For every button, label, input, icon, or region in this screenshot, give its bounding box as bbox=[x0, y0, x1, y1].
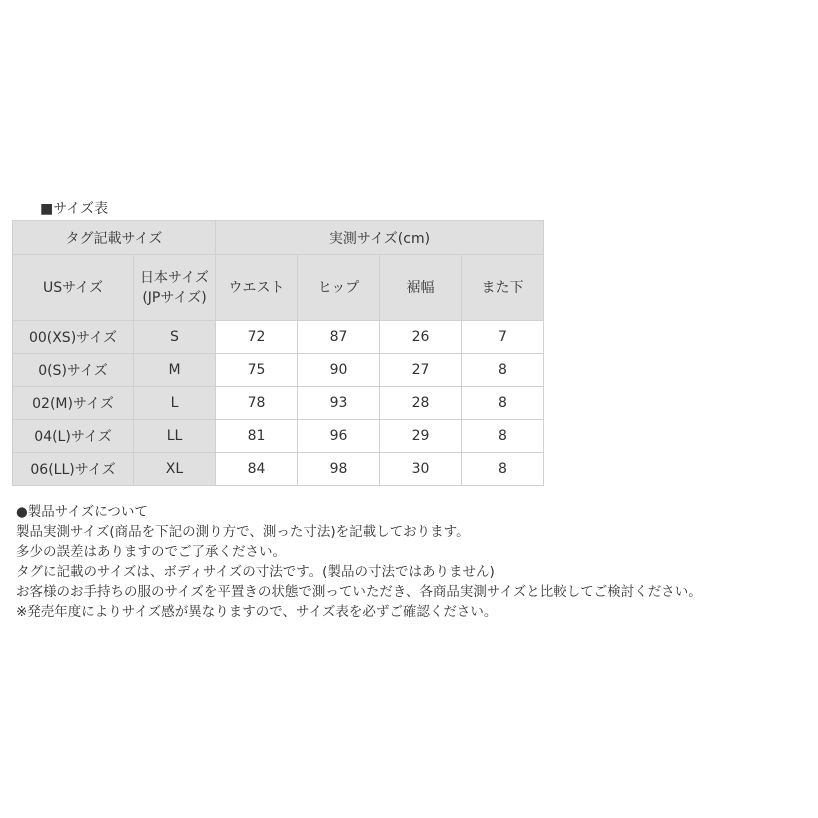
us-size-header: USサイズ bbox=[13, 255, 134, 321]
jp-size-header bbox=[134, 255, 216, 321]
note-line: 製品実測サイズ(商品を下記の測り方で、測った寸法)を記載しております。 bbox=[16, 524, 470, 540]
jp-size-cell: S bbox=[134, 321, 216, 354]
us-size-cell: 06(LL)サイズ bbox=[13, 453, 134, 486]
hip-cell: 93 bbox=[298, 387, 380, 420]
hip-cell: 96 bbox=[298, 420, 380, 453]
hem-width-header: 裾幅 bbox=[380, 255, 462, 321]
hem-width-cell: 29 bbox=[380, 420, 462, 453]
inseam-header: また下 bbox=[462, 255, 544, 321]
hem-width-cell: 30 bbox=[380, 453, 462, 486]
waist-cell: 75 bbox=[216, 354, 298, 387]
notes-heading: ●製品サイズについて bbox=[16, 504, 148, 520]
jp-size-header-line1: 日本サイズ bbox=[140, 269, 209, 286]
waist-cell: 78 bbox=[216, 387, 298, 420]
hem-width-cell: 28 bbox=[380, 387, 462, 420]
size-chart-title: ■サイズ表 bbox=[40, 201, 109, 217]
size-notes bbox=[16, 502, 702, 622]
hip-cell: 87 bbox=[298, 321, 380, 354]
hip-cell: 98 bbox=[298, 453, 380, 486]
inseam-cell: 8 bbox=[462, 387, 544, 420]
note-line: タグに記載のサイズは、ボディサイズの寸法です。(製品の寸法ではありません) bbox=[16, 564, 495, 580]
inseam-cell: 7 bbox=[462, 321, 544, 354]
table-row bbox=[13, 321, 544, 354]
waist-header: ウエスト bbox=[216, 255, 298, 321]
table-row bbox=[13, 387, 544, 420]
table-row bbox=[13, 354, 544, 387]
tag-size-group-header: タグ記載サイズ bbox=[13, 221, 216, 255]
inseam-cell: 8 bbox=[462, 420, 544, 453]
inseam-cell: 8 bbox=[462, 453, 544, 486]
hip-cell: 90 bbox=[298, 354, 380, 387]
hem-width-cell: 27 bbox=[380, 354, 462, 387]
waist-cell: 72 bbox=[216, 321, 298, 354]
measured-size-group-header: 実測サイズ(cm) bbox=[216, 221, 544, 255]
us-size-cell: 04(L)サイズ bbox=[13, 420, 134, 453]
note-line: ※発売年度によりサイズ感が異なりますので、サイズ表を必ずご確認ください。 bbox=[16, 604, 498, 620]
us-size-cell: 0(S)サイズ bbox=[13, 354, 134, 387]
table-column-header-row bbox=[13, 255, 544, 321]
us-size-cell: 00(XS)サイズ bbox=[13, 321, 134, 354]
waist-cell: 84 bbox=[216, 453, 298, 486]
note-line: 多少の誤差はありますのでご了承ください。 bbox=[16, 544, 286, 560]
hip-header: ヒップ bbox=[298, 255, 380, 321]
table-row bbox=[13, 420, 544, 453]
table-group-header-row bbox=[13, 221, 544, 255]
inseam-cell: 8 bbox=[462, 354, 544, 387]
jp-size-cell: LL bbox=[134, 420, 216, 453]
us-size-cell: 02(M)サイズ bbox=[13, 387, 134, 420]
jp-size-cell: M bbox=[134, 354, 216, 387]
waist-cell: 81 bbox=[216, 420, 298, 453]
jp-size-cell: L bbox=[134, 387, 216, 420]
note-line: お客様のお手持ちの服のサイズを平置きの状態で測っていただき、各商品実測サイズと比較してご検討ください。 bbox=[16, 584, 702, 600]
table-row bbox=[13, 453, 544, 486]
jp-size-header-line2: (JPサイズ) bbox=[142, 289, 207, 306]
hem-width-cell: 26 bbox=[380, 321, 462, 354]
jp-size-cell: XL bbox=[134, 453, 216, 486]
size-table bbox=[12, 220, 544, 486]
